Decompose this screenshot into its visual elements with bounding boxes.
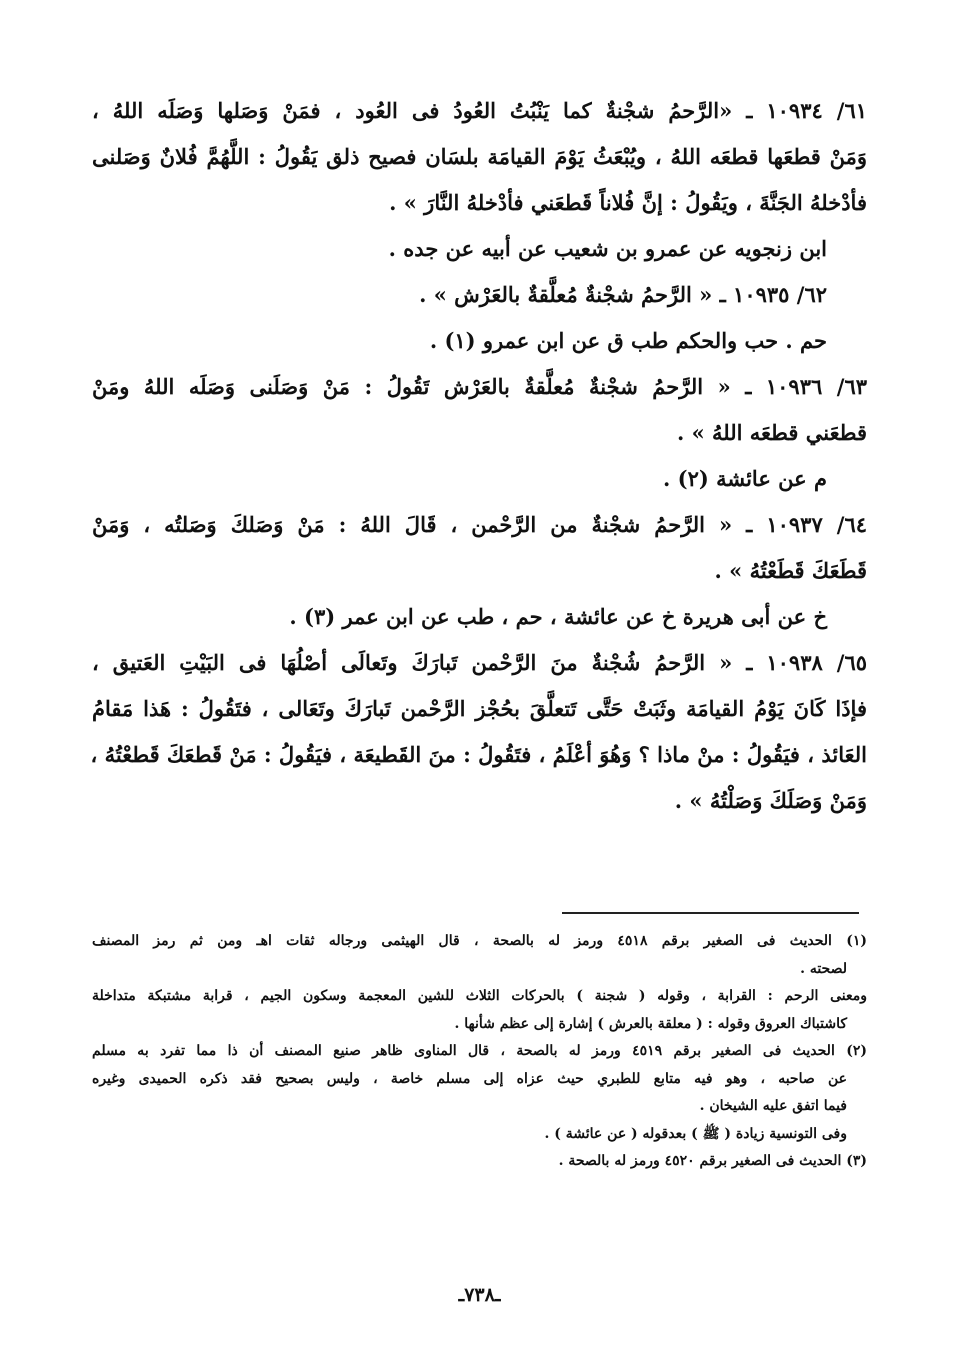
source-line: ابن زنجويه عن عمرو بن شعيب عن أبيه عن جده . [388,236,827,261]
hadith-line: ٦٥/ ١٠٩٣٨ ـ « الرَّحمُ شُجْنةٌ منَ الرَّحْمن تَبارَكَ وتَعالَى أصْلُهَا فى البَيْتِ العَتيق ، [92,650,867,675]
hadith-line: ٦٢/ ١٠٩٣٥ ـ « الرَّحمُ شجْنةٌ مُعلَّقةٌ بالعَرْش » . [419,282,827,307]
footnote-line: (١) الحديث فى الصغير برقم ٤٥١٨ ورمز له بالصحة ، قال الهيثمى ورجاله ثقات اهـ ومن ثم رمز المصنف [92,933,867,949]
source-line: حم . حب والحكم طب ق عن ابن عمرو (١) . [429,328,827,353]
hadith-line: قَطَعَكَ قَطَعْتُهُ » . [714,558,867,583]
hadith-text-block [92,88,867,824]
footnote-divider [562,912,859,914]
footnote-line: (٣) الحديث فى الصغير برقم ٤٥٢٠ ورمز له بالصحة . [558,1153,867,1169]
footnote-line: وفى التونسية زيادة ( ﷺ ) بعدقوله ( عن عائشة ) . [544,1125,847,1142]
hadith-line: العَائذ ، فيَقُولُ : منْ ماذا ؟ وَهُوَ أعْلَمُ ، فتَقُولُ : منَ القَطيعَة ، فيَقُولُ : مَنْ قَطعَكَ قَطعْتُهُ ، [90,742,867,767]
footnote-line: لصحته . [800,960,847,977]
hadith-line: وَمَنْ وَصَلَكَ وَصَلْتُهُ » . [674,788,867,813]
footnote-line: عن صاحبه ، وهو فيه متابع للطبري حيث عزاه إلى مسلم خاصة ، وليس بصحيح فقد ذكره الحميدى وغيره [92,1070,847,1087]
hadith-line: ٦١/ ١٠٩٣٤ ـ «الرَّحمُ شجْنةٌ كما يَنْبُتُ العُودُ فى العُود ، فمَنْ وَصَلها وَصَلَه اللهُ ، [92,98,868,123]
footnote-line: (٢) الحديث فى الصغير برقم ٤٥١٩ ورمز له بالصحة ، قال المناوى ظاهر صنيع المصنف أن ذا مما تفرد به مسلم [92,1043,867,1059]
footnote-line: ومعنى الرحم : القرابة ، وقوله ( شجنة ) بالحركات الثلاث للشين المعجمة وسكون الجيم ، قرابة مشتبكة متداخلة [92,988,867,1004]
hadith-line: فأدْخلهُ الجَنَّةَ ، ويَقُولُ : إنَّ فُلاناً قَطعَني فأدْخلهُ النَّارَ » . [389,190,867,215]
source-line: خ عن أبى هريرة خ عن عائشة ، حم ، طب عن ابن عمر (٣) . [289,604,827,629]
page-number: ـ٧٣٨ـ [458,1284,501,1306]
source-line: م عن عائشة (٢) . [663,466,827,491]
hadith-line: ٦٣/ ١٠٩٣٦ ـ « الرَّحمُ شجْنةٌ مُعلَّقةٌ بالعَرْش تَقُولُ : مَنْ وَصَلَنى وَصَلَه اللهُ ومَنْ [92,374,867,399]
footnote-line: كاشتباك العروق وقوله : ( معلقة بالعرش ) إشارة إلى عظم شأنها . [454,1015,847,1032]
footnote-line: فيما اتفق عليه الشيخان . [699,1098,847,1114]
hadith-line: قطعَني قطعَه اللهُ » . [676,420,867,445]
hadith-line: ٦٤/ ١٠٩٣٧ ـ « الرَّحمُ شجْنةٌ من الرَّحْمن ، قَالَ اللهُ : مَنْ وَصَلكَ وَصَلتُه ، وَمَنْ [92,512,867,537]
hadith-line: فإذَا كَانَ يَوْمُ القيامَة وثَبَتْ حَتَّى تَتعلَّقَ بحُجْز الرَّحْمن تَبارَكَ وتَعَالى ، فتَقُولُ : هَذا مَقامُ [92,696,867,721]
hadith-line: وَمَنْ قطعَها قطعَه اللهُ ، ويُبْعَثُ يَوْمَ القيامَة بلسَان فصيح ذلق يَقُولُ : اللَّهُمَّ فُلانٌ وَصَلنى [92,144,867,169]
footnotes-block [92,928,867,1176]
